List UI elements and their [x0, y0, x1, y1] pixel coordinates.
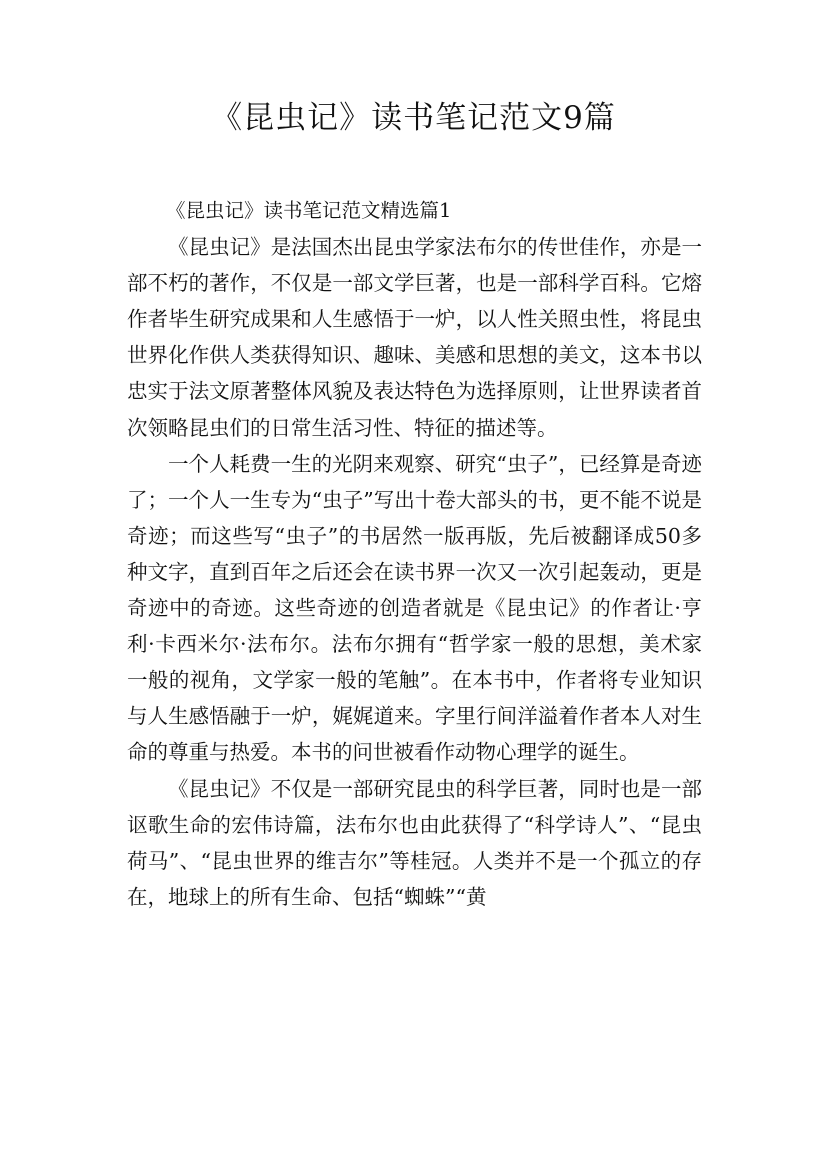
- document-body: [127, 193, 702, 915]
- paragraph-1: 《昆虫记》是法国杰出昆虫学家法布尔的传世佳作，亦是一部不朽的著作，不仅是一部文学巨著，也是一部科学百科。它熔作者毕生研究成果和人生感悟于一炉，以人性关照虫性，将昆虫世界化作供人类获得知识、趣味、美感和思想的美文，这本书以忠实于法文原著整体风貌及表达特色为选择原则，让世界读者首次领略昆虫们的日常生活习性、特征的描述等。: [127, 235, 702, 440]
- section-heading: 《昆虫记》读书笔记范文精选篇1: [166, 199, 452, 222]
- document-title: 《昆虫记》读书笔记范文9篇: [211, 100, 616, 136]
- paragraph-3: 《昆虫记》不仅是一部研究昆虫的科学巨著，同时也是一部讴歌生命的宏伟诗篇，法布尔也由此获得了“科学诗人”、“昆虫荷马”、“昆虫世界的维吉尔”等桂冠。人类并不是一个孤立的存在，地球上的所有生命、包括“蜘蛛”“黄: [127, 776, 702, 909]
- paragraph-2: 一个人耗费一生的光阴来观察、研究“虫子”，已经算是奇迹了；一个人一生专为“虫子”写出十卷大部头的书，更不能不说是奇迹；而这些写“虫子”的书居然一版再版，先后被翻译成50多种文字，直到百年之后还会在读书界一次又一次引起轰动，更是奇迹中的奇迹。这些奇迹的创造者就是《昆虫记》的作者让·亨利·卡西米尔·法布尔。法布尔拥有“哲学家一般的思想，美术家一般的视角，文学家一般的笔触”。在本书中，作者将专业知识与人生感悟融于一炉，娓娓道来。字里行间洋溢着作者本人对生命的尊重与热爱。本书的问世被看作动物心理学的诞生。: [127, 451, 702, 765]
